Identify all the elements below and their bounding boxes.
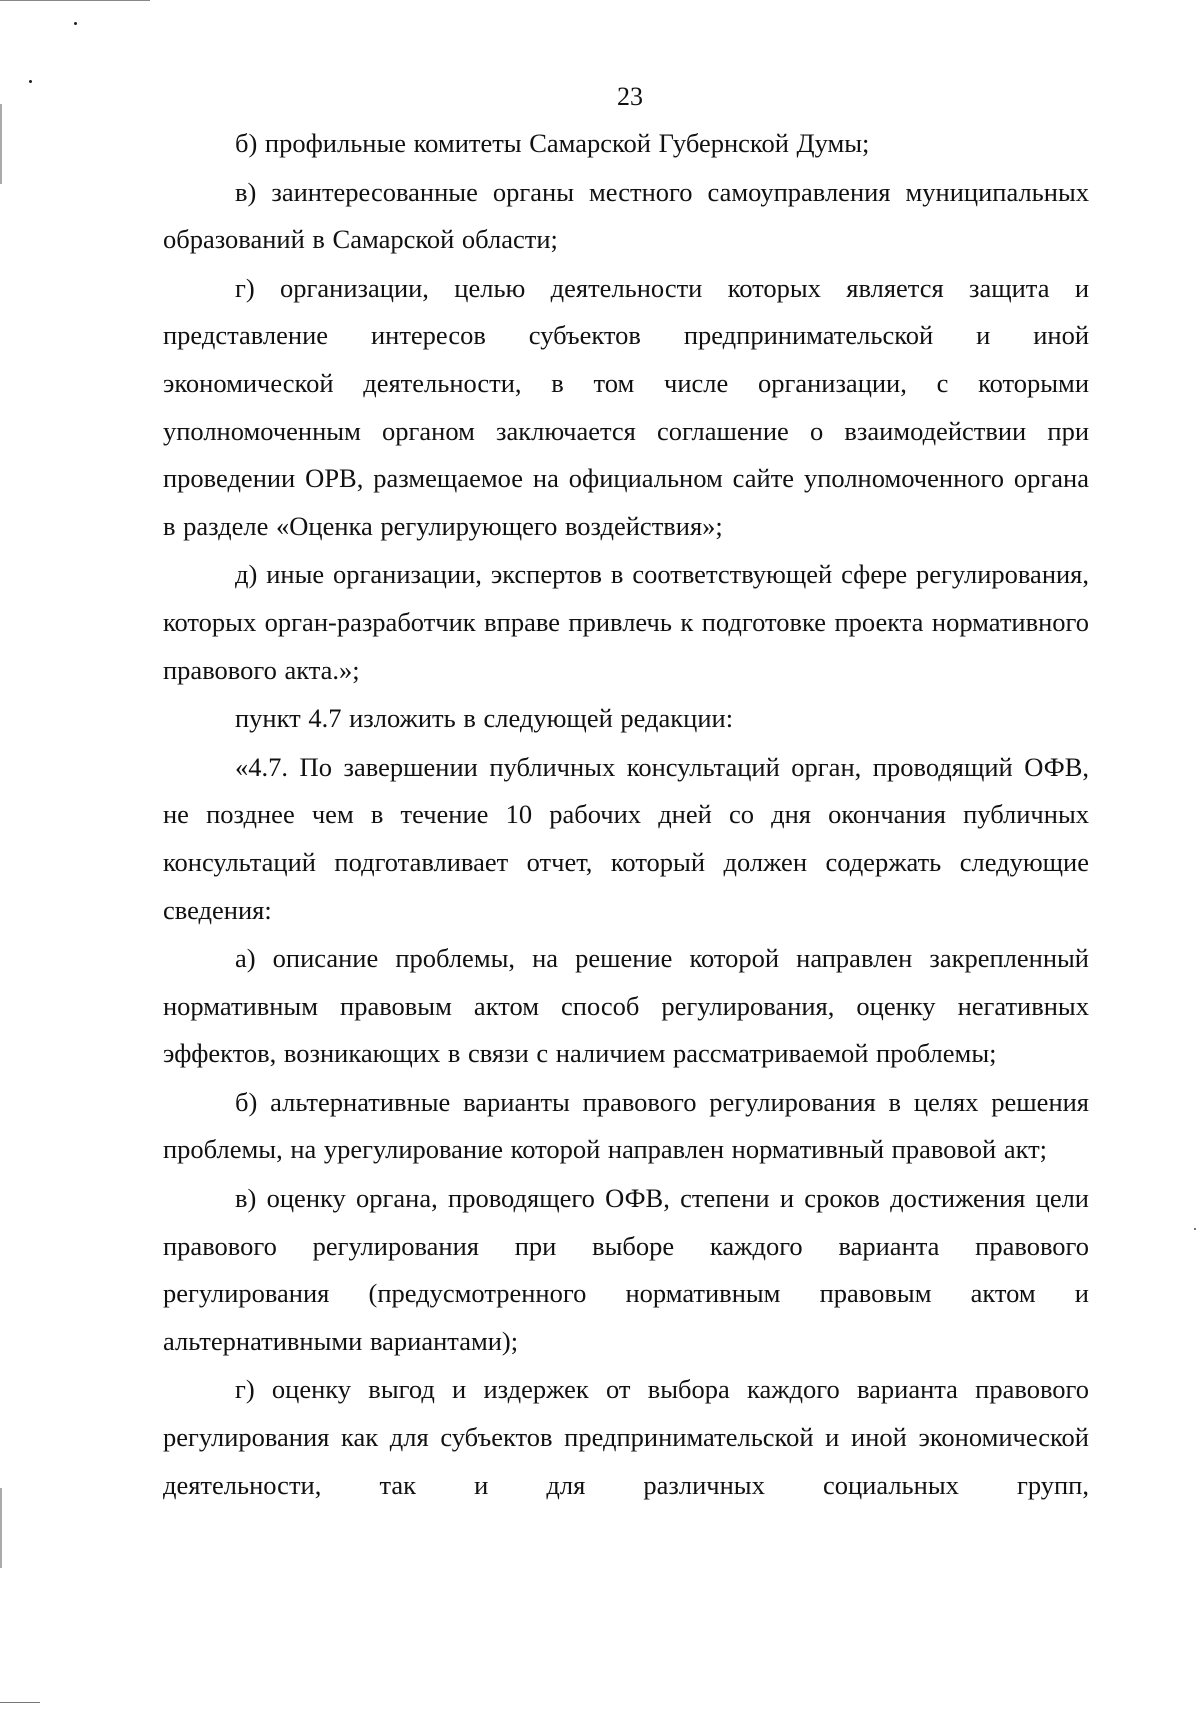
paragraph-b-committees: б) профильные комитеты Самарской Губернской Думы; — [235, 128, 870, 158]
scan-artifact-top-line — [0, 0, 150, 1]
paragraph-a-problem-description: а) описание проблемы, на решение которой направлен закрепленный нормативным правовым актом способ регулирования, оценку негативных эффектов, возникающих в связи с наличием рассматриваемой проблемы; — [163, 943, 1089, 1069]
paragraph-g-benefits-costs: г) оценку выгод и издержек от выбора каждого варианта правового регулирования как для субъектов предпринимательской и иной экономической деятельности, так и для различных социальных групп, — [163, 1374, 1089, 1500]
paragraph-4-7-report: «4.7. По завершении публичных консультаций орган, проводящий ОФВ, не позднее чем в течение 10 рабочих дней со дня окончания публичных консультаций подготавливает отчет, который должен содержать следующие сведения: — [163, 751, 1089, 925]
scan-artifact-bottom-line — [0, 1702, 40, 1703]
scan-artifact-left-edge — [0, 104, 2, 184]
paragraph-v-assessment: в) оценку органа, проводящего ОФВ, степени и сроков достижения цели правового регулирования при выборе каждого варианта правового регулирования (предусмотренного нормативным правовым актом и альтернативными вариантами); — [163, 1183, 1089, 1356]
paragraph-g-organizations: г) организации, целью деятельности которых является защита и представление интересов субъектов предпринимательской и иной экономической деятельности, в том числе организации, с которыми уполномоченным органом заключается соглашение о взаимодействии при проведении ОРВ, размещаемое на официальном сайте уполномоченного органа в разделе «Оценка регулирующего воздействия»; — [163, 272, 1089, 541]
document-body — [163, 120, 1089, 1510]
scan-artifact-right-tick — [1194, 1228, 1196, 1230]
paragraph-v-local-authorities: в) заинтересованные органы местного самоуправления муниципальных образований в Самарской области; — [163, 176, 1089, 255]
paragraph-d-other-organizations: д) иные организации, экспертов в соответствующей сфере регулирования, которых орган-разработчик вправе привлечь к подготовке проекта нормативного правового акта.»; — [163, 559, 1089, 685]
paragraph-item-4-7-intro: пункт 4.7 изложить в следующей редакции: — [235, 703, 734, 734]
paragraph-b-alternatives: б) альтернативные варианты правового регулирования в целях решения проблемы, на урегулирование которой направлен нормативный правовой акт; — [163, 1086, 1089, 1165]
scan-artifact-left-edge — [0, 1488, 2, 1568]
page-number: 23 — [617, 82, 643, 111]
scan-artifact-dot — [74, 22, 77, 25]
